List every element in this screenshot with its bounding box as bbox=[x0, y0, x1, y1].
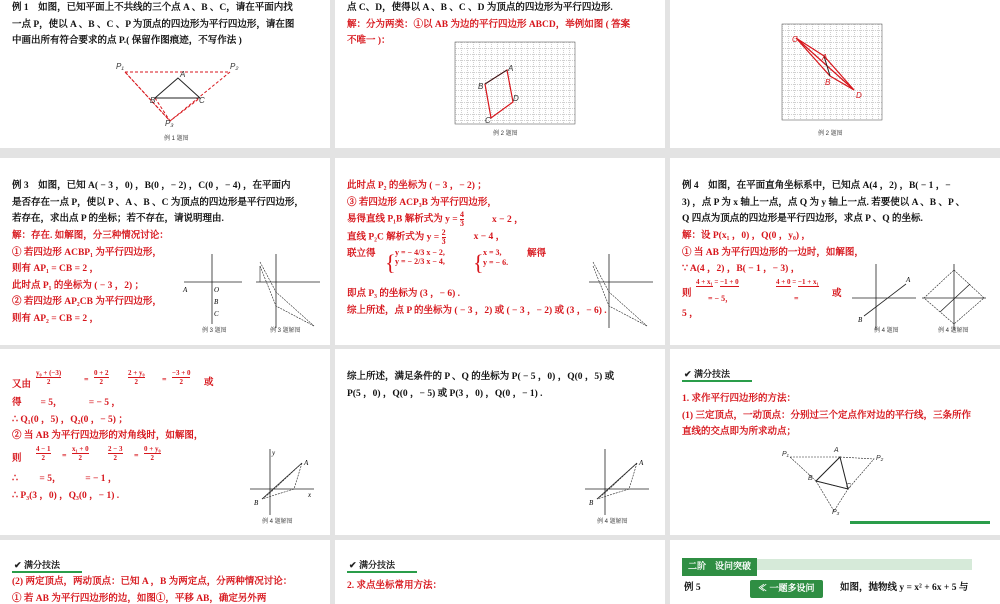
solution-line-8: ∴ Q₁(0 ，5) ，Q₂(0 ，− 5) ； bbox=[12, 414, 128, 425]
solution-line-6: 则有 AP₂ = CB = 2 ， bbox=[12, 314, 100, 324]
method-tag-underline bbox=[682, 380, 752, 382]
slide-example-4-cont[interactable] bbox=[0, 349, 330, 535]
solution-line-4: 则 4 + x₁ = −1 + 0 = − 5， 4 + 0 = −1 + x₁ = 或 bbox=[682, 277, 842, 303]
grid2-label-c: C bbox=[792, 35, 798, 44]
method-tag-underline bbox=[12, 571, 82, 573]
grid-label-c: C bbox=[485, 116, 491, 125]
slide-example-3-cont[interactable] bbox=[335, 158, 665, 345]
solution-line-5: ② 若四边形 AP₂CB 为平行四边形， bbox=[12, 297, 162, 308]
summary-line-2: P(5 ，0) ，Q(0 ，− 5) 或 P(3 ，0) ，Q(0 ，− 1) . bbox=[347, 388, 543, 399]
svg-text:B: B bbox=[589, 499, 594, 507]
grid2-label-d: D bbox=[856, 91, 862, 100]
svg-text:A: A bbox=[906, 276, 911, 284]
figure-caption: 例 2 题图 bbox=[493, 131, 518, 137]
figure-caption: 例 2 题图 bbox=[818, 131, 843, 137]
example-1-text-1: 例 1 如图，已知平面上不共线的三个点 A 、B 、C，请在平面内找 bbox=[12, 3, 293, 13]
example-2-text-1: 点 C、D，使得以 A 、B 、C 、D 为顶点的四边形为平行四边形. bbox=[347, 3, 613, 13]
example-5-label: 例 5 bbox=[684, 583, 701, 593]
solution-line-6: 又由 y₀ + (−3) 2 = 0 + 2 2 2 + y₀ 2 = −3 + 0 2 或 bbox=[12, 369, 214, 390]
example-5-text: 如图，抛物线 y = x² + 6x + 5 与 bbox=[840, 583, 969, 593]
example-4-text-1: 例 4 如图，在平面直角坐标系中，已知点 A(4 ，2) ，B( − 1 ，− bbox=[682, 181, 951, 191]
solution-line-7: 得 = 5， = − 5 ， bbox=[12, 398, 121, 408]
method-label-b: B bbox=[808, 475, 813, 482]
example-2-solution-1: 解：分为两类：①以 AB 为边的平行四边形 ABCD，举例如图 ( 答案 bbox=[347, 19, 631, 30]
method-text-1: 2. 求点坐标常用方法： bbox=[347, 581, 443, 591]
grid-label-b: B bbox=[478, 82, 484, 91]
figure-caption: 例 4 题解图 bbox=[938, 328, 969, 334]
label-b: B bbox=[150, 96, 156, 105]
slide-method-3[interactable] bbox=[335, 540, 665, 604]
slide-method-2[interactable] bbox=[0, 540, 330, 604]
solution-line-8: ③ 若四边形 ACP₃B 为平行四边形， bbox=[347, 197, 497, 208]
solution-line-12: ∴ P₃(3 ，0) ，Q₃(0 ，− 1) . bbox=[12, 490, 120, 501]
grid-label-d: D bbox=[513, 94, 519, 103]
solution-line-2: ① 若四边形 ACBP₁ 为平行四边形， bbox=[12, 247, 162, 258]
slide-example-1[interactable] bbox=[0, 0, 330, 148]
solution-line-4: 此时点 P₁ 的坐标为 ( − 3 ，2) ； bbox=[12, 280, 145, 291]
solution-line-7: 此时点 P₂ 的坐标为 ( − 3 ，− 2) ； bbox=[347, 181, 487, 191]
svg-text:B: B bbox=[214, 298, 219, 306]
svg-text:A: A bbox=[639, 459, 644, 467]
label-a: A bbox=[180, 70, 186, 79]
figure-caption: 例 3 题解图 bbox=[270, 328, 301, 334]
slide-example-5[interactable] bbox=[670, 540, 1000, 604]
label-p2: P₂ bbox=[230, 62, 239, 71]
example-3-text-2: 是否存在一点 P，使以 P 、A 、B 、C 为顶点的四边形是平行四边形， bbox=[12, 197, 304, 208]
svg-text:x: x bbox=[308, 491, 312, 499]
label-p1: P₁ bbox=[116, 62, 124, 71]
example-4-figure bbox=[850, 262, 920, 332]
solution-line-9: 易得直线 P₁B 解析式为 y = $\frac{4}{3}$ x − 2 ， bbox=[347, 210, 524, 229]
grid2-label-b: B bbox=[825, 78, 831, 87]
label-c: C bbox=[199, 96, 205, 105]
example-3-solution-figure bbox=[254, 252, 324, 332]
summary-line-1: 综上所述，满足条件的 P 、Q 的坐标为 P( − 5 ，0) ，Q(0 ，5) 或 bbox=[347, 372, 615, 382]
slide-method-1[interactable] bbox=[670, 349, 1000, 535]
solution-line-3: 则有 AP₁ = CB = 2 ， bbox=[12, 264, 100, 275]
solution-line-1: 解：设 P(x₁ ，0) ，Q(0 ，y₀) ， bbox=[682, 230, 811, 241]
figure-caption: 例 4 题解图 bbox=[262, 519, 293, 525]
solution-line-5: 5 ， bbox=[682, 308, 699, 319]
slide-example-4[interactable] bbox=[670, 158, 1000, 345]
slide-example-2-figure[interactable] bbox=[670, 0, 1000, 148]
example-1-text-3: 中画出所有符合要求的点 P.( 保留作图痕迹，不写作法 ) bbox=[12, 36, 242, 47]
method-text-1: (1) 三定顶点，一动顶点：分别过三个定点作对边的平行线，三条所作 bbox=[682, 410, 971, 421]
svg-text:B: B bbox=[858, 316, 863, 324]
example-4-solution-figure-4 bbox=[583, 447, 653, 517]
method-text-2: 直线的交点即为所求动点； bbox=[682, 427, 797, 438]
svg-text:A: A bbox=[183, 286, 188, 294]
example-3-solution-figure-2 bbox=[587, 252, 657, 332]
slide-example-2-solution[interactable] bbox=[335, 0, 665, 148]
method-tag: ✔ 满分技法 bbox=[349, 560, 396, 570]
solution-line-10: 直线 P₂C 解析式为 y = $\frac{2}{3}$ x − 4 ， bbox=[347, 227, 506, 246]
example-3-text-3: 若存在，求出点 P 的坐标；若不存在，请说明理由. bbox=[12, 214, 224, 225]
slide-example-4-summary[interactable] bbox=[335, 349, 665, 535]
method-text-1: (2) 两定顶点，两动顶点：已知 A ，B 为两定点，分两种情况讨论： bbox=[12, 577, 293, 587]
grid-label-a: A bbox=[508, 64, 514, 73]
solution-line-9: ② 当 AB 为平行四边形的对角线时，如解图， bbox=[12, 431, 204, 442]
method-label-p1: P₁ bbox=[782, 451, 789, 458]
method-tag: ✔ 满分技法 bbox=[14, 560, 61, 570]
solution-line-1: 解：存在. 如解图，分三种情况讨论： bbox=[12, 230, 169, 241]
label-p3: P₃ bbox=[165, 119, 174, 128]
method-label-c: C bbox=[846, 483, 852, 490]
svg-text:y: y bbox=[272, 449, 276, 457]
svg-text:A: A bbox=[304, 459, 309, 467]
solution-line-11: ∴ = 5， = − 1 ， bbox=[12, 473, 118, 484]
method-text-2: ① 若 AB 为平行四边形的边，如图①，平移 AB，确定另外两 bbox=[12, 593, 267, 604]
example-3-text-1: 例 3 如图，已知 A( − 3 ，0) ，B(0 ，− 2) ，C(0 ，− 4) ，在平面内 bbox=[12, 181, 291, 191]
figure-caption: 例 1 题图 bbox=[164, 136, 189, 142]
method-label-a: A bbox=[834, 447, 839, 454]
method-tag-underline bbox=[347, 571, 417, 573]
svg-text:C: C bbox=[214, 310, 219, 318]
figure-caption: 例 3 题图 bbox=[202, 328, 227, 334]
example-1-text-2: 一点 P，使以 A 、B 、C 、P 为顶点的四边形为平行四边形，请在图 bbox=[12, 19, 295, 30]
example-4-solution-figure bbox=[920, 262, 990, 332]
grid2-label-a: A bbox=[822, 53, 828, 62]
svg-text:B: B bbox=[254, 499, 259, 507]
example-2-solution-2: 不唯一 )： bbox=[347, 36, 391, 47]
solution-line-13: 综上所述，点 P 的坐标为 ( − 3 ，2) 或 ( − 3 ，− 2) 或 (3 ，− 6) . bbox=[347, 305, 607, 316]
example-2-grid-figure bbox=[455, 42, 575, 124]
method-label-p2: P₂ bbox=[876, 455, 884, 462]
method-tag: ✔ 满分技法 bbox=[684, 369, 731, 379]
method-heading: 1. 求作平行四边形的方法： bbox=[682, 394, 797, 404]
method-label-p3: P₃ bbox=[832, 509, 840, 516]
example-4-solution-figure-3 bbox=[248, 447, 318, 517]
solution-line-3: ∵ A(4 ，2) ，B( − 1 ，− 3) ， bbox=[682, 264, 801, 275]
example-4-text-2: 3) ，点 P 为 x 轴上一点，点 Q 为 y 轴上一点. 若要使以 A 、B 、P 、 bbox=[682, 197, 966, 208]
slide-example-3[interactable] bbox=[0, 158, 330, 345]
solution-line-12: 即点 P₃ 的坐标为 (3 ，− 6) . bbox=[347, 288, 461, 299]
figure-caption: 例 4 题图 bbox=[874, 328, 899, 334]
multi-question-chip[interactable]: ≪ 一题多设问 bbox=[750, 580, 823, 598]
method-figure bbox=[782, 447, 902, 517]
solution-line-2: ① 当 AB 为平行四边形的一边时，如解图， bbox=[682, 247, 864, 258]
figure-caption: 例 4 题解图 bbox=[597, 519, 628, 525]
solution-line-11: 联立得 { y = − 4/3 x − 2, y = − 2/3 x − 4, { x = 3, y = − 6. 解得 bbox=[347, 247, 547, 275]
svg-text:O: O bbox=[214, 286, 220, 294]
stage-badge: 二阶 设问突破 bbox=[682, 558, 757, 576]
decor-bar bbox=[850, 521, 990, 524]
solution-line-10: 则 4 − 1 2 = x₁ + 0 2 2 − 3 2 = 0 + y₀ 2 bbox=[12, 444, 161, 464]
example-4-text-3: Q 四点为顶点的四边形是平行四边形，求点 P 、Q 的坐标. bbox=[682, 214, 923, 225]
example-3-figure bbox=[180, 252, 260, 332]
